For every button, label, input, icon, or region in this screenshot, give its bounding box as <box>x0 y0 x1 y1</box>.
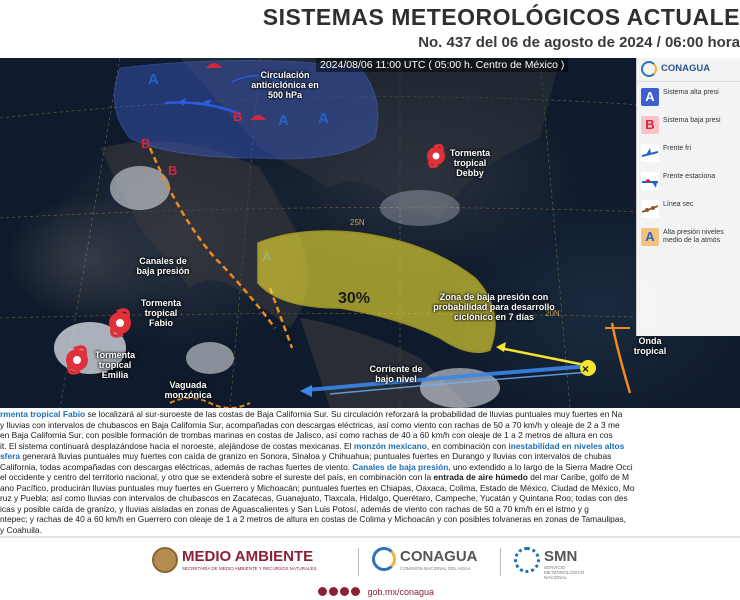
bulletin-text-segment: se localizará al sur-suroeste de las costas de Baja California Sur. Su circulación reforzará la probabilidad de lluvias puntuales muy fuertes en Na <box>85 409 623 419</box>
label-tropical-storm-emilia: Tormenta tropical Emilia <box>94 350 136 380</box>
label-monsoon-trough: Vaguada monzónica <box>164 380 212 400</box>
low-level-jet-arrowhead <box>300 385 312 397</box>
bulletin-highlight: sfera <box>0 451 21 461</box>
low-pressure-marker-3: B <box>168 163 178 178</box>
dry-line-icon <box>641 200 659 218</box>
storm-fabio-icon <box>109 310 131 336</box>
smn-emblem-icon <box>514 547 540 573</box>
legend-high-pressure <box>637 86 740 112</box>
cloud-cluster-2 <box>380 190 460 226</box>
bulletin-highlight: entrada de aire húmedo <box>433 472 528 482</box>
bulletin-text-segment: , en combinación con <box>426 440 509 451</box>
conagua-logo <box>372 544 494 578</box>
bulletin-text-segment: ruz y Puebla; así como lluvias con intervalos de chubascos en Zacatecas, Guanajuato, Tlaxcala, Hidalgo, Querétaro, Campeche, Yucatán y Quintana Roo; todas con des <box>0 493 628 503</box>
facebook-icon[interactable] <box>318 587 327 596</box>
social-links <box>318 586 434 597</box>
cyclone-probability: 30% <box>338 290 371 307</box>
bulletin-header <box>0 0 740 58</box>
cloud-cluster-4 <box>186 342 234 374</box>
legend-dry-line-label: Línea sec <box>663 201 694 208</box>
bulletin-highlight: Canales de baja presión <box>352 461 449 472</box>
medio-ambiente-subtext: SECRETARÍA DE MEDIO AMBIENTE Y RECURSOS NATURALES <box>182 566 317 571</box>
bulletin-text-segment: y lluvias con intervalos de chubascos en Baja California Sur, acompañadas con descargas eléctricas, así como viento con rachas de 50 a 70 km/h y oleaje de 2 a 3 me <box>0 419 620 430</box>
instagram-icon[interactable] <box>340 587 349 596</box>
bulletin-highlight: rmenta tropical Fabio <box>0 409 86 419</box>
label-low-pressure-channels: Canales de baja presión <box>136 256 190 276</box>
bulletin-line <box>0 472 740 483</box>
mid-level-high-icon: A <box>641 228 659 246</box>
bulletin-text-segment: del mar Caribe, golfo de M <box>527 472 629 482</box>
label-tropical-storm-debby: Tormenta tropical Debby <box>449 148 491 178</box>
bulletin-text-segment: , uno extendido a lo largo de la Sierra Madre Occi <box>448 461 633 472</box>
bulletin-line <box>0 514 740 525</box>
bulletin-line <box>0 409 740 420</box>
medio-ambiente-text: MEDIO AMBIENTE <box>182 548 314 565</box>
label-low-pressure-zone: Zona de baja presión con probabilidad para desarrollo ciclónico en 7 días <box>433 292 555 322</box>
label-low-level-jet: Corriente de bajo nivel <box>369 364 423 384</box>
label-anticyclonic-circulation: Circulación anticiclónica en 500 hPa <box>251 70 319 100</box>
bulletin-line <box>0 493 740 504</box>
social-url-link[interactable]: gob.mx/conagua <box>367 586 435 597</box>
legend-mid-level-high <box>637 226 740 260</box>
stationary-front-icon <box>641 172 659 190</box>
label-tropical-storm-fabio: Tormenta tropical Fabio <box>140 298 182 328</box>
smn-logo <box>514 544 614 578</box>
low-pressure-marker-1: B <box>233 109 243 124</box>
bulletin-number-date: No. 437 del 06 de agosto de 2024 / 06:00 hora <box>418 34 740 51</box>
smn-subtext-line3: NACIONAL <box>544 575 568 580</box>
legend-low-pressure-label: Sistema baja presi <box>663 117 721 124</box>
lat-label-25n: 25N <box>350 218 365 227</box>
image-timestamp: 2024/08/06 11:00 UTC ( 05:00 h. Centro de México ) <box>316 58 568 72</box>
label-tropical-wave: Onda tropical <box>633 336 667 356</box>
legend-stationary-front-label: Frente estaciona <box>663 173 716 180</box>
legend-brand-text: CONAGUA <box>661 63 711 74</box>
bulletin-line <box>0 462 740 473</box>
bulletin-line <box>0 430 740 441</box>
legend-high-pressure-label: Sistema alta presi <box>663 89 719 96</box>
legend-cold-front-label: Frente fri <box>663 145 692 152</box>
youtube-icon[interactable] <box>351 587 360 596</box>
legend-mid-level-high-label: Alta presión niveles medio de la atmós <box>663 229 724 244</box>
bulletin-text-segment: ano Pacífico, producirán lluvias puntuales muy fuertes en Guerrero y Michoacán; puntuales fuertes en Chiapas, Oaxaca, Colima, Estado de México, Ciudad de México, Mo <box>0 482 635 493</box>
footer-divider-2 <box>500 548 501 576</box>
smn-subtext-line2: METEOROLÓGICO <box>544 570 585 575</box>
low-pressure-icon: B <box>641 116 659 134</box>
satellite-map <box>0 58 740 408</box>
bulletin-line <box>0 504 740 515</box>
bulletin-text-segment: en Baja California Sur, con posible formación de trombas marinas en costas de Jalisco, así como rachas de 40 a 60 km/h con oleaje de 1 a 2 metros de altura en cos <box>0 430 613 440</box>
smn-text: SMN <box>544 548 578 565</box>
conagua-logo-icon <box>641 61 657 77</box>
legend-low-pressure <box>637 114 740 140</box>
low-pressure-center-x: × <box>582 362 590 376</box>
page-title: SISTEMAS METEOROLÓGICOS ACTUALE <box>262 4 740 30</box>
conagua-emblem-icon <box>372 547 396 571</box>
cloud-cluster-1 <box>110 166 170 210</box>
bulletin-text-segment: generará lluvias puntuales muy fuertes con caída de granizo en Sonora, Sinaloa y Chihuahua; puntuales fuertes en Durango y lluvias con intervalos de chubas <box>20 451 612 461</box>
bulletin-text-segment: California, todas acompañadas con descargas eléctricas, además de rachas fuertes de viento. <box>0 461 353 472</box>
footer-logos <box>0 536 740 600</box>
conagua-subtext: COMISIÓN NACIONAL DEL AGUA <box>400 566 471 571</box>
low-pressure-marker-2: B <box>141 136 151 151</box>
high-pressure-marker-1: A <box>148 71 159 88</box>
tropical-wave-line <box>612 323 630 393</box>
bulletin-text-segment: icas y posible caída de granizo, y lluvias aisladas en zonas de Aguascalientes y San Luis Potosí, además de viento con rachas de 50 a 70 km/h en el istmo y g <box>0 503 589 514</box>
smn-subtext <box>544 565 584 580</box>
bulletin-highlight: inestabilidad en niveles altos <box>508 440 625 451</box>
bulletin-text-segment: el occidente y centro del territorio nacional, y otro que se extenderá sobre el sureste del país, en combinación con la <box>0 472 434 482</box>
cold-front-icon <box>641 144 659 162</box>
bulletin-line <box>0 451 740 462</box>
legend-panel <box>636 58 740 336</box>
high-pressure-marker-3: A <box>318 110 329 127</box>
bulletin-line <box>0 525 740 536</box>
footer-divider-1 <box>358 548 359 576</box>
conagua-text: CONAGUA <box>400 548 478 565</box>
bulletin-text-segment: it. El sistema continuará desplazándose hacia el noroeste, alejándose de costas mexicanas. El <box>0 440 354 451</box>
bulletin-line <box>0 420 740 431</box>
bulletin-text-segment: ntepec; y rachas de 40 a 60 km/h en Guerrero con oleaje de 1 a 2 metros de altura en costas de Colima y Michoacán y con posibles tolvaneras en zonas de Tamaulipas, <box>0 514 627 524</box>
bulletin-text <box>0 408 740 536</box>
legend-cold-front <box>637 142 740 168</box>
high-pressure-marker-2: A <box>278 112 289 129</box>
bulletin-line <box>0 483 740 494</box>
zone-pointer-arrow <box>500 348 590 366</box>
legend-dry-line <box>637 198 740 224</box>
bulletin-line <box>0 441 740 452</box>
bulletin-text-segment: y Coahuila. <box>0 524 42 535</box>
smn-subtext-line1: SERVICIO <box>544 565 566 570</box>
legend-stationary-front <box>637 170 740 196</box>
medio-ambiente-logo <box>152 544 342 578</box>
mexico-emblem-icon <box>152 547 178 573</box>
x-icon[interactable] <box>329 587 338 596</box>
legend-brand <box>637 58 740 82</box>
high-pressure-icon: A <box>641 88 659 106</box>
bulletin-highlight: monzón mexicano <box>353 440 427 451</box>
lat-label-20n: 20N <box>545 309 560 318</box>
zone-pointer-arrowhead <box>496 342 506 352</box>
